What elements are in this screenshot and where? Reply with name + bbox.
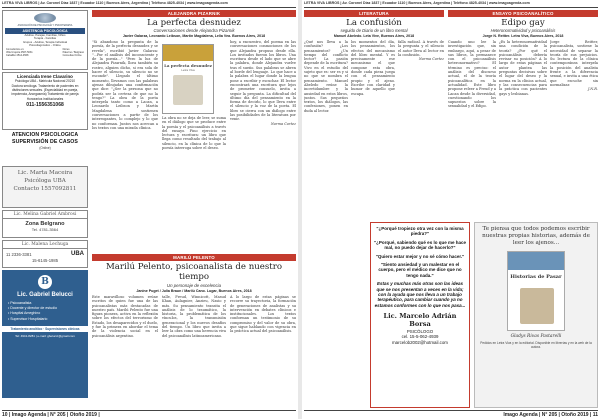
ad-name: Lic. Melina Gabriel Ambrosi <box>3 211 87 219</box>
article-column <box>398 40 444 220</box>
contact-line: Consultorios en: <box>6 47 25 51</box>
byline: Javier Galarza, Leonardo Leibson, Martín Magdalena, Lelia Vea. Buenos Aires, 2018 <box>122 34 266 38</box>
ad-lic-marta-maceira <box>2 166 88 208</box>
headline-edipo-gay: Edipo gay <box>501 18 545 28</box>
contact-line: Caballito 4514-4568 <box>6 54 29 58</box>
ad-asistencia-psicologica <box>2 10 88 70</box>
headline-la-confusion: La confusión <box>346 18 402 28</box>
book-cover-band <box>163 45 213 61</box>
book-cover-title: Historias de Pasar <box>510 274 562 281</box>
ad-zone: Zona Belgrano <box>25 221 65 227</box>
ads-column <box>2 10 88 408</box>
book-cover-band <box>508 252 564 270</box>
quote-line: "Quiero estar mejor y no sé cómo hacer." <box>375 253 465 259</box>
ad-line: Terapia - Familias <box>33 36 57 41</box>
section-bar-alejandra-pizarnik: ALEJANDRA PIZARNIK <box>92 10 296 17</box>
ad-line: Contacto 1557092811 <box>13 186 77 192</box>
running-head: LETRA VIVA LIBROS | Av. Coronel Díaz 1837 | Ecuador 1110 | Buenos Aires, Argentina | Teléfono 4825-4034 | www.imagoagenda.com <box>2 1 296 8</box>
ad-band: ASISTENCIA PSICOLÓGICA <box>5 28 85 34</box>
section-bar-marilu-pelento: MARILÚ PELENTO <box>92 254 296 261</box>
ad-line: Adultos, Parejas, Familias, Niños <box>24 32 66 37</box>
quote-line: "Siento ansiedad y un malestar en el cuerpo, pero el médico me dice que no tengo nada." <box>378 262 462 278</box>
ad-book-historias <box>474 222 598 408</box>
article-column <box>550 40 598 220</box>
contact-line: Palermo / Belgrano <box>62 51 84 55</box>
ad-role: PSICÓLOGO <box>406 329 434 335</box>
article-column: A lo largo de estas páginas se recorre su trayectoria, la formación de generaciones de analistas y su intervención en debates clínicos e institucionales. Los textos conforman un testimonio de su compromiso y del valor de su obra, que sigue hablando con vigencia en la práctica actual del psicoanálisis. <box>230 295 296 334</box>
ad-uba: UBA <box>71 251 84 257</box>
contact-line: Flores <box>62 47 70 51</box>
ad-availability: Pedidos en Letra Viva y en la editorial. Disponible en librerías y en la web de la autora. <box>480 341 592 350</box>
ad-line: Psicodiagnóstico - Online <box>29 43 61 48</box>
headline-marilu-pelento: Marilú Pelento, psicoanalista de nuestro tiempo <box>106 262 282 282</box>
ad-logo-text: ASOCIACIÓN DE PSICOLOGÍA Y PSICOTERAPIA <box>17 24 73 27</box>
right-page <box>302 0 600 419</box>
article-column: ¿Qué nos lleva a la confusión? ¿Los pensamientos? ¿Un tiempo del conflicto lector? La pasión depende de la escritura? Vivo en el estudio del sujeto que es: ser es y si no que se nombra el pensamiento. Manuel Abeledo reúne la incertidumbre y la ansiedad en estos libros, juntos. Sus pequeños textos, los diálogos, las confesiones, ponen en duda al lector. <box>304 40 348 113</box>
headline-la-perfecta-desnudez: La perfecta desnudez <box>147 18 241 28</box>
book-cover-author: Letra Viva <box>181 68 195 72</box>
subhead: Un personaje de excelencia <box>166 283 222 288</box>
ad-note: (Online) <box>39 145 51 150</box>
ad-line: Lic. Marta Maceira <box>17 170 73 176</box>
ad-name: Licenciada Irene Clavarino <box>17 74 73 79</box>
article-column: ¿Es la heteronormatividad una condición de la teoría? ¿Por qué el psicoanálisis debería revisar su posición? A lo largo de estas páginas el autor plantea las preguntas decisivas sobre el lugar del deseo y la norma en la clínica actual, y las consecuencias para la práctica con pacientes gays y lesbianas. <box>499 40 547 96</box>
subhead: Heteronormatividad y psicoanálisis <box>490 28 556 33</box>
quote-line: "¿Porqué tropiezo otra vez con la misma piedra?" <box>376 226 464 237</box>
byline: Manuel Abeledo. Leta Vive, Buenos Aires, 2018 <box>333 34 415 38</box>
ad-phone: 11 2336-3381 <box>6 252 32 257</box>
ad-phone: 15-6145-1985 <box>31 258 59 263</box>
ad-name: Lic. Marcelo Adrián Borsa <box>383 312 457 329</box>
book-cover-title: La perfecta desnudez <box>164 63 212 68</box>
quote-line: "¿Porqué, sabiendo qué es lo que me hace mal, no puedo dejar de hacerlo?" <box>374 239 466 251</box>
ad-phone: 011-1556351068 <box>26 101 64 108</box>
running-head: LETRA VIVA LIBROS | Av. Coronel Díaz 1837 | Ecuador 1110 | Buenos Aires, Argentina | Teléfono 4825-4034 | www.imagoagenda.com <box>304 1 598 8</box>
ad-author: Gladys Rivas Pastarelli <box>510 334 562 340</box>
article-signature: J.N.R. <box>588 87 598 92</box>
article-column: "Si abandono la pregunta de la poesía, de la perfecta desnudez y se revela", escribió Javier Galarza: "...Por el análisis del inconsciente y de la poesía..." "Pero la luz de Alejandra Pizarnik, llora también su rostro, alguien dicho, si era sola de hacer el silencio, su silencio no se esconde". Llegado el último momento, llevamos con las palabras ajenas dibujadas una confirmación que dice: "¿Ser la persona que no podría ser la certeza de que no la tengo?" La obra de la poeta interpela tanto como a Lacan, a Leonardo Leibson y Martín Magdalena sostienen conversaciones a partir de los interrogantes, lo complejo y lo que no conforman. Juntos nos acercan a los textos con una mirada clínica. <box>92 40 158 130</box>
ad-body: Doctora sexóloga. Tratamiento de pacientes en distinciones sexuales. (Especialidad en pareja, impotencia, Anorgasmia) Tratamiento de pareja Honorarios institucionales <box>11 84 79 101</box>
article-text: hoy, a encuentro, del poema en las conversaciones conmociones de los que Alejandra propuso desde ella. Los invitados fueron los libros. Una escritura desde el lado que se abre la palabra, donde Alejandra vuelve tras el sueño. Sus palabras se abren al borde del lenguaje. Lo que hace a la palabra el lugar donde la lengua pone a escribir y escuchar. El lector encontrará una escritura que lejos de prometer consuelo, invita a seguir la pregunta. La dificultad del último día del pensamiento en la forma de decirlo, lo que lleva entre el silencio y la voz de la poeta. El libro se cierra con un diálogo entre las posibilidades de la literatura por venir. <box>230 40 296 122</box>
ad-name: Lic. Gabriel Belucci <box>17 292 73 298</box>
article-column: talle, Freud, Winnicott, Masud Khan, Aulagnier, Anzieu, Nasio y más. Su pensamiento transita el análisis de lo traumático, la historia, la problemática de los vínculos, la transmisión generacional y los nuevos desafíos del tiempo. Un libro que invita a leer la obra como una herencia viva del psicoanálisis latinoamericano. <box>162 295 226 338</box>
ad-role: Psicóloga UBA - Matrícula Nacional 20210 <box>14 79 76 83</box>
ad-lic-melina <box>2 210 88 238</box>
book-cover-illustration <box>173 75 203 105</box>
left-page <box>0 0 298 419</box>
ad-contact: Tel: 4941-8281 | e-mail: gbelucci@gmail.com <box>15 333 75 338</box>
byline: Jorge N. Reitter. Letra Viva, Buenos Aires, 2018 <box>482 34 564 38</box>
byline: Janine Puget / Julia Braun / Marilú Cano. Lugar, Buenos Aires, 2018 <box>136 289 252 293</box>
ad-row <box>3 249 87 257</box>
section-bar-literatura: LITERATURA <box>304 10 444 17</box>
section-bar-ensayo-psicoanalitico: ENSAYO PSICOANALÍTICO <box>448 10 598 17</box>
article-signature: Norma Cortez <box>418 57 444 62</box>
article-text: Jorge Reitter, psicoanalista, sostiene la necesidad de separar la teoría de sus prejuicios. Su lectura de la clínica contemporánea interpela la posición del analista frente a la diferencia sexual, e invita a una ética que escuche sin normalizar. <box>550 40 598 87</box>
article-column: La obra no se deja de leer, se suma en el diálogo que se produce entre la poesía y el psicoanálisis a través del ensayo. Fino ejercicio en lectura y escritura: un libro que llega como resultado del trabajo al silencio, en la clínica de lo que la poesía interroga sobre el deseo. <box>162 116 226 151</box>
quote-summary: Estas y muchas más otras son las ideas que se nos presentan a veces en la vida; con la ayuda que nos lleva a un trabajo terapéutico, para cambiar cuando ya no estamos conformes con lo que nos pasa... <box>374 281 466 308</box>
ad-name: Lic. Malena Lechuga <box>3 241 87 249</box>
ad-heading: SUPERVISIÓN DE CASOS <box>12 138 78 145</box>
page-footer: 10 | Imago Agenda | N° 205 | Otoño 2019 | <box>2 410 296 418</box>
ad-stripe: Tratamiento analítico · Supervisiones clínicas <box>2 326 88 332</box>
article-column: Este maravilloso volumen reúne escritos de quien fue una de las psicoanalistas más destacadas de nuestro país. Marilú Pelento fue una figura pionera, activa en la reflexión sobre los efectos del terrorismo de Estado, los desaparecidos y el duelo, y fue la primera en abordar el tema de la violencia social en el psicoanálisis argentino. <box>92 295 158 338</box>
ad-item: • Hospital Ameghino <box>8 311 41 316</box>
ad-items <box>2 301 88 322</box>
article-column <box>230 40 296 252</box>
contact-line: Villa Urquiza 4567-5031 <box>6 51 33 55</box>
ad-item: • Psicoanalista <box>8 301 32 305</box>
ad-contacts <box>3 48 87 58</box>
ad-email: marcelob2002@hotmail.com <box>392 340 448 346</box>
book-cover-image <box>162 44 214 114</box>
belucci-emblem-icon: B <box>38 275 52 289</box>
subhead: Conversaciones desde Alejandra Pizarnik <box>153 28 235 33</box>
book-cover-image <box>507 251 565 331</box>
book-cover-illustration <box>520 288 554 324</box>
article-column: Cuando uno lee la investigación que, sin embargo, aquí, a pesar de sus libros, la permanece con el psicoanálisis heteronormativo? El término es preciso: el análisis del discurso actual, el de la teoría psicoanalítica en la actualidad. Este libro propone releer a Freud y a Lacan desde la diversidad, cuestionando los supuestos sobre la sexualidad y el Edipo. <box>448 40 496 109</box>
ad-line: Psicóloga UBA <box>24 178 66 184</box>
ad-contacts-left <box>6 48 33 58</box>
ad-contacts-right <box>63 48 84 58</box>
page-footer: Imago Agenda | N° 205 | Otoño 2019 | 11 <box>304 410 598 418</box>
ad-line: Grupos - Adultos, Terapia Individual <box>22 39 68 44</box>
subhead: seguido de Diario de un libro mental <box>340 28 408 33</box>
ad-atencion-psicologica <box>2 132 88 164</box>
article-text: falla radical. A través de la pregunta y el silencio el autor lleva al lector en la confusión. <box>398 40 444 57</box>
ad-heading: ATENCIÓN PSICOLÓGICA <box>11 132 79 138</box>
ad-lic-marcelo-borsa <box>370 222 470 408</box>
ad-lic-malena <box>2 240 88 268</box>
ad-intro: Te piensa que todos podemos escribir nuestras propias historias, además de leer los ajenos... <box>482 226 590 246</box>
contact-line: Consultas Online <box>62 54 82 58</box>
ad-lic-irene-clavarino <box>2 72 88 130</box>
ad-item: • Supervisor Hospitalario <box>8 316 48 321</box>
ad-phone: cel. 15-5-062-4939 <box>401 334 439 340</box>
ad-lic-gabriel-belucci <box>2 270 88 398</box>
article-signature: Norma Cortez <box>270 121 296 126</box>
ad-phone: Tel. 4781-3564 <box>31 227 59 232</box>
article-column: los momentos del día, los pensamientos, los efectos del mecanismo del libro mental. Y es precisamente ese mecanismo el que compone esta obra, donde cada pieza juega con el pensamiento propio y el ajeno. Escribe con claridad y humor de aquello que escapa. <box>351 40 395 96</box>
ad-item: • Docente y director de estudio <box>8 306 58 311</box>
association-logo-icon <box>34 13 56 23</box>
